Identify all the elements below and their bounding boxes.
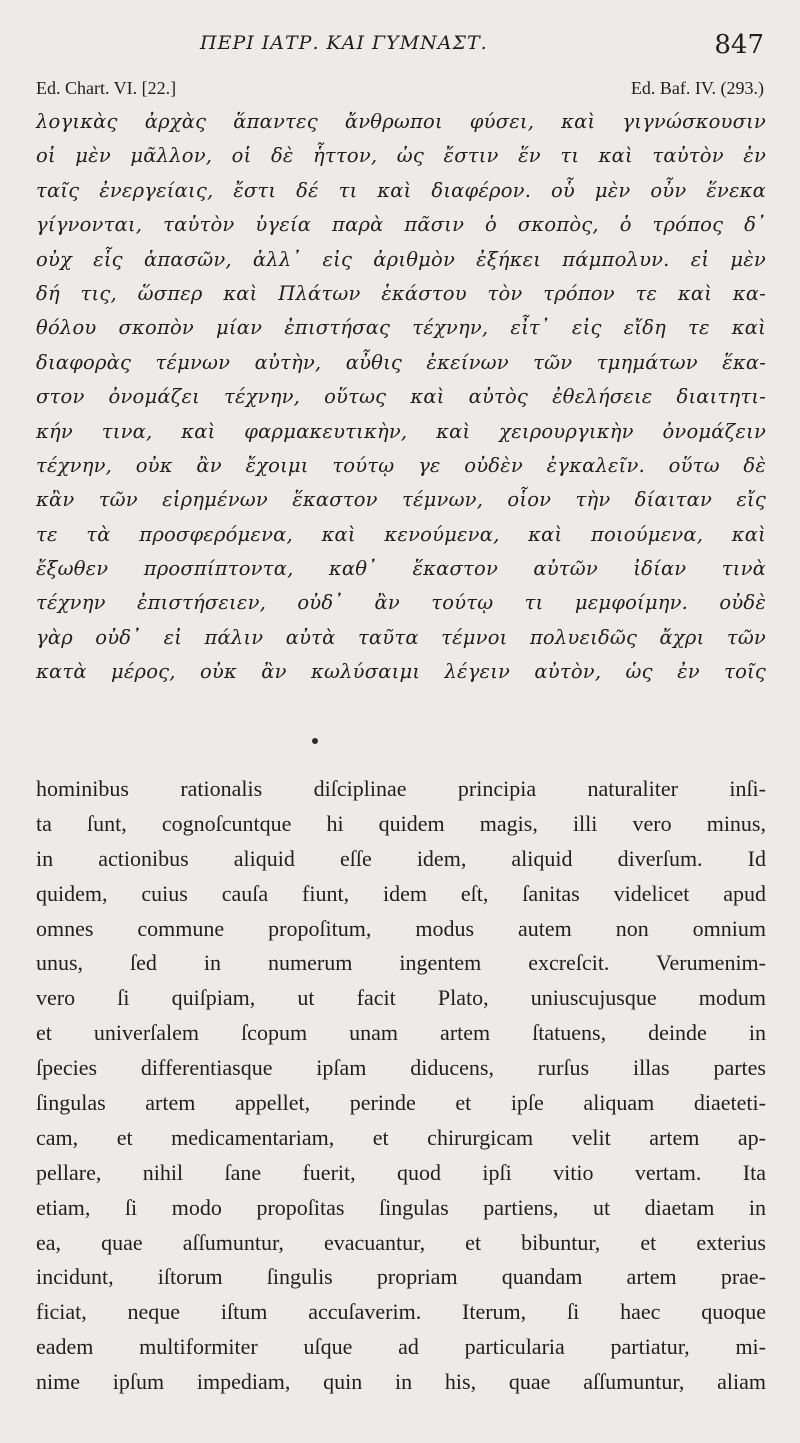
greek-text-line: διαφορὰς τέμνων αὐτὴν, αὖθις ἐκείνων τῶν τμημάτων ἕκα- [36,350,766,374]
latin-text-line: omnes commune propoſitum, modus autem non omnium [36,915,766,941]
section-divider-dot [312,738,318,744]
greek-text-line: δή τις, ὥσπερ καὶ Πλάτων ἑκάστου τὸν τρόπον τε καὶ κα- [36,281,766,305]
greek-text-line: τέχνην ἐπιστήσειεν, οὐδ᾽ ἂν τούτῳ τι μεμφοίμην. οὐδὲ [36,591,766,615]
greek-text-line: οὐχ εἷς ἁπασῶν, ἀλλ᾽ εἰς ἀριθμὸν ἐξήκει πάμπολυν. εἰ μὲν [36,247,766,271]
greek-text-line: γὰρ οὐδ᾽ εἰ πάλιν αὐτὰ ταῦτα τέμνοι πολυειδῶς ἄχρι τῶν [36,625,766,649]
greek-text-line: κήν τινα, καὶ φαρμακευτικὴν, καὶ χειρουργικὴν ὀνομάζειν [36,419,766,443]
greek-text-line: κατὰ μέρος, οὐκ ἂν κωλύσαιμι λέγειν αὐτὸν, ὡς ἐν τοῖς [36,660,766,684]
latin-text-line: incidunt, iſtorum ſingulis propriam quandam artem prae- [36,1264,766,1290]
running-head [0,30,800,60]
latin-text-line: nime ipſum impediam, quin in his, quae aſſumuntur, aliam [36,1369,766,1395]
greek-text-line: θόλου σκοπὸν μίαν ἐπιστήσας τέχνην, εἶτ᾽ εἰς εἴδη τε καὶ [36,316,766,340]
latin-text-line: quidem, cuius cauſa fiunt, idem eſt, ſanitas videlicet apud [36,880,766,906]
latin-text-line: hominibus rationalis diſciplinae principia naturaliter inſi- [36,776,766,801]
edition-reference-basel: Ed. Baf. IV. (293.) [630,78,764,98]
greek-text-line: οἱ μὲν μᾶλλον, οἱ δὲ ἧττον, ὡς ἔστιν ἕν τι καὶ ταὐτὸν ἐν [36,144,766,168]
latin-text-line: etiam, ſi modo propoſitas ſingulas partiens, ut diaetam in [36,1194,766,1220]
greek-text-line: γίγνονται, ταὐτὸν ὑγεία παρὰ πᾶσιν ὁ σκοπὸς, ὁ τρόπος δ᾽ [36,213,766,237]
latin-text-line: vero ſi quiſpiam, ut facit Plato, uniuscujusque modum [36,985,766,1011]
latin-text-line: pellare, nihil ſane fuerit, quod ipſi vitio vertam. Ita [36,1159,766,1185]
latin-text-line: ea, quae aſſumuntur, evacuantur, et bibuntur, et exterius [36,1229,766,1255]
greek-text-line: στον ὀνομάζει τέχνην, οὕτως καὶ αὐτὸς ἐθελήσειε διαιτητι- [36,385,766,409]
latin-text-line: ſpecies differentiasque ipſam diducens, rurſus illas partes [36,1055,766,1081]
latin-text-block [36,772,766,1400]
latin-text-line: cam, et medicamentariam, et chirurgicam velit artem ap- [36,1124,766,1150]
latin-text-line: ficiat, neque iſtum accuſaverim. Iterum, ſi haec quoque [36,1299,766,1325]
latin-text-line: in actionibus aliquid eſſe idem, aliquid diverſum. Id [36,845,766,871]
running-title: ΠΕΡΙ ΙΑΤΡ. ΚΑΙ ΓΥΜΝΑΣΤ. [200,32,488,54]
latin-text-line: unus, ſed in numerum ingentem excreſcit. Verumenim- [36,950,766,976]
edition-reference-chartier: Ed. Chart. VI. [22.] [36,78,177,98]
latin-text-line: et univerſalem ſcopum unam artem ſtatuens, deinde in [36,1020,766,1046]
latin-text-line: eadem multiformiter uſque ad particularia partiatur, mi- [36,1334,766,1360]
greek-text-block [36,105,766,690]
greek-text-line: τε τὰ προσφερόμενα, καὶ κενούμενα, καὶ ποιούμενα, καὶ [36,522,766,546]
greek-text-line: ταῖς ἐνεργείαις, ἔστι δέ τι καὶ διαφέρον. οὗ μὲν οὖν ἕνεκα [36,178,766,202]
latin-text-line: ſingulas artem appellet, perinde et ipſe aliquam diaeteti- [36,1090,766,1116]
greek-text-line: ἔξωθεν προσπίπτοντα, καθ᾽ ἕκαστον αὐτῶν ἰδίαν τινὰ [36,557,766,581]
edition-reference-line [36,78,764,102]
greek-text-line: λογικὰς ἀρχὰς ἅπαντες ἄνθρωποι φύσει, καὶ γιγνώσκουσιν [36,110,766,133]
greek-text-line: τέχνην, οὐκ ἂν ἔχοιμι τούτῳ γε οὐδὲν ἐγκαλεῖν. οὕτω δὲ [36,453,766,477]
latin-text-line: ta ſunt, cognoſcuntque hi quidem magis, illi vero minus, [36,810,766,836]
greek-text-line: κἂν τῶν εἰρημένων ἕκαστον τέμνων, οἷον τὴν δίαιταν εἴς [36,488,766,512]
page-number: 847 [714,30,764,60]
